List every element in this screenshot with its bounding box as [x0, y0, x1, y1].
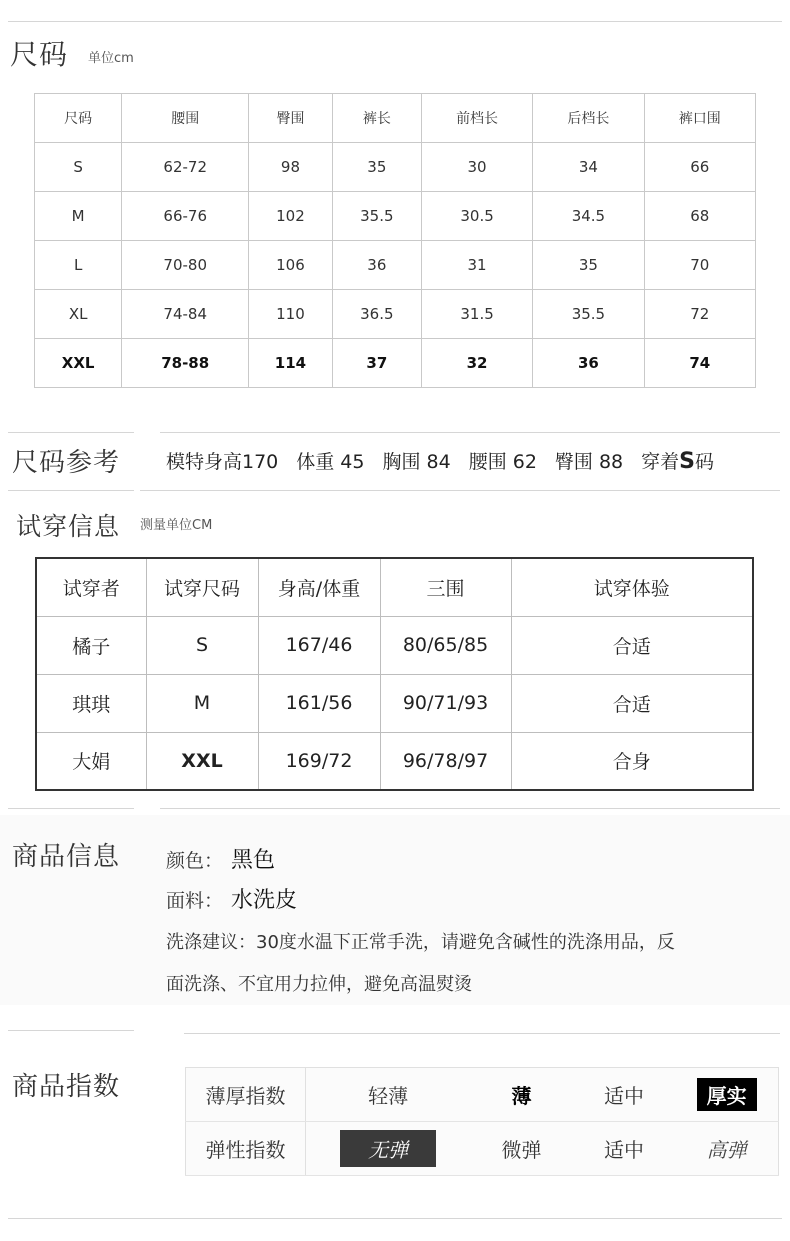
table-header-row — [36, 558, 753, 616]
thickness-option-selected: 厚实 — [697, 1078, 757, 1111]
table-header-cell: 前档长 — [421, 94, 532, 143]
table-header-row — [35, 94, 756, 143]
option-cell — [470, 1068, 572, 1122]
table-cell: 30 — [421, 143, 532, 192]
product-info-title: 商品信息 — [12, 842, 121, 872]
table-header-cell: 裤口围 — [644, 94, 755, 143]
table-header-cell: 腰围 — [122, 94, 249, 143]
table-row — [35, 192, 756, 241]
table-cell: 34 — [533, 143, 644, 192]
fabric-line — [166, 883, 297, 914]
table-row — [35, 290, 756, 339]
table-cell: 74 — [644, 339, 755, 388]
table-cell: 169/72 — [258, 732, 380, 790]
try-section-title: 试穿信息 — [16, 512, 121, 541]
divider — [8, 1030, 134, 1031]
thickness-option: 适中 — [603, 1084, 644, 1108]
divider — [160, 432, 780, 433]
table-cell: 36 — [332, 241, 421, 290]
table-row — [36, 674, 753, 732]
option-cell — [306, 1122, 471, 1176]
table-cell: 35 — [533, 241, 644, 290]
product-index-table — [185, 1067, 779, 1176]
wash-instructions — [166, 922, 756, 1006]
option-cell — [675, 1122, 778, 1176]
table-cell: 70-80 — [122, 241, 249, 290]
fabric-label: 面料： — [166, 890, 224, 912]
table-cell: 98 — [249, 143, 333, 192]
divider — [140, 490, 780, 491]
table-cell: S — [146, 616, 258, 674]
table-cell: 36 — [533, 339, 644, 388]
table-cell: 34.5 — [533, 192, 644, 241]
table-row — [35, 241, 756, 290]
divider — [8, 490, 134, 491]
table-cell: XXL — [146, 732, 258, 790]
table-cell: 96/78/97 — [380, 732, 511, 790]
option-cell — [573, 1122, 675, 1176]
option-cell — [675, 1068, 778, 1122]
option-cell — [470, 1122, 572, 1176]
model-hip: 臀围 88 — [554, 451, 624, 473]
table-cell: 90/71/93 — [380, 674, 511, 732]
table-cell: 36.5 — [332, 290, 421, 339]
table-cell: 106 — [249, 241, 333, 290]
fabric-value: 水洗皮 — [231, 888, 298, 913]
divider — [184, 1033, 780, 1034]
size-ref-line — [166, 447, 714, 474]
table-cell: 68 — [644, 192, 755, 241]
table-cell: L — [35, 241, 122, 290]
color-line — [166, 843, 275, 874]
elasticity-option: 高弹 — [706, 1138, 747, 1162]
table-row — [36, 732, 753, 790]
table-cell: 35 — [332, 143, 421, 192]
table-cell: 合适 — [511, 616, 753, 674]
table-header-cell: 三围 — [380, 558, 511, 616]
wear-prefix: 穿着 — [641, 451, 680, 473]
table-cell: 72 — [644, 290, 755, 339]
wear-size: S — [679, 449, 696, 474]
thickness-row — [186, 1068, 779, 1122]
table-cell: 31.5 — [421, 290, 532, 339]
thickness-option: 轻薄 — [368, 1084, 409, 1108]
option-cell — [306, 1068, 471, 1122]
table-cell: 橘子 — [36, 616, 146, 674]
table-cell: 合身 — [511, 732, 753, 790]
table-cell: 琪琪 — [36, 674, 146, 732]
table-header-cell: 试穿尺码 — [146, 558, 258, 616]
elasticity-row — [186, 1122, 779, 1176]
table-cell: 70 — [644, 241, 755, 290]
wear-suffix: 码 — [695, 451, 715, 473]
table-cell: 80/65/85 — [380, 616, 511, 674]
table-header-cell: 试穿体验 — [511, 558, 753, 616]
elasticity-option: 适中 — [603, 1138, 644, 1162]
table-cell: 167/46 — [258, 616, 380, 674]
table-cell: 62-72 — [122, 143, 249, 192]
table-cell: 74-84 — [122, 290, 249, 339]
divider — [160, 808, 780, 809]
table-cell: 161/56 — [258, 674, 380, 732]
table-cell: 110 — [249, 290, 333, 339]
table-cell: 102 — [249, 192, 333, 241]
table-cell: M — [35, 192, 122, 241]
table-header-cell: 臀围 — [249, 94, 333, 143]
table-cell: 35.5 — [533, 290, 644, 339]
try-section-unit: 测量单位CM — [140, 518, 213, 533]
color-value: 黑色 — [231, 848, 276, 873]
elasticity-label: 弹性指数 — [186, 1122, 306, 1176]
table-cell: 31 — [421, 241, 532, 290]
model-waist: 腰围 62 — [468, 451, 537, 473]
table-cell: 66 — [644, 143, 755, 192]
table-header-cell: 裤长 — [332, 94, 421, 143]
model-height: 模特身高170 — [166, 451, 279, 473]
elasticity-option-selected: 无弹 — [340, 1130, 436, 1167]
model-weight: 体重 45 — [296, 451, 365, 473]
table-cell: S — [35, 143, 122, 192]
table-row — [35, 339, 756, 388]
table-cell: 114 — [249, 339, 333, 388]
table-cell: 大娟 — [36, 732, 146, 790]
size-table — [34, 93, 756, 388]
table-cell: 35.5 — [332, 192, 421, 241]
color-label: 颜色： — [166, 850, 224, 872]
table-header-cell: 后档长 — [533, 94, 644, 143]
table-row — [35, 143, 756, 192]
wash-line-2: 面洗涤、不宜用力拉伸，避免高温熨烫 — [166, 974, 472, 995]
table-header-cell: 身高/体重 — [258, 558, 380, 616]
table-header-cell: 尺码 — [35, 94, 122, 143]
bottom-divider — [8, 1218, 782, 1219]
elasticity-option: 微弹 — [501, 1138, 542, 1162]
divider — [8, 808, 134, 809]
top-divider — [8, 21, 782, 22]
table-row — [36, 616, 753, 674]
product-index-title: 商品指数 — [12, 1072, 121, 1102]
wash-line-1: 洗涤建议：30度水温下正常手洗，请避免含碱性的洗涤用品，反 — [166, 932, 675, 953]
table-cell: 78-88 — [122, 339, 249, 388]
size-ref-title: 尺码参考 — [12, 448, 121, 478]
model-bust: 胸围 84 — [382, 451, 451, 473]
size-section-title: 尺码 — [10, 38, 69, 71]
table-cell: 30.5 — [421, 192, 532, 241]
option-cell — [573, 1068, 675, 1122]
table-cell: XL — [35, 290, 122, 339]
table-cell: M — [146, 674, 258, 732]
table-cell: 32 — [421, 339, 532, 388]
table-cell: 合适 — [511, 674, 753, 732]
thickness-option: 薄 — [511, 1084, 532, 1108]
table-cell: XXL — [35, 339, 122, 388]
table-cell: 66-76 — [122, 192, 249, 241]
try-on-table — [35, 557, 754, 791]
divider — [8, 432, 134, 433]
thickness-label: 薄厚指数 — [186, 1068, 306, 1122]
table-header-cell: 试穿者 — [36, 558, 146, 616]
size-section-unit: 单位cm — [88, 51, 134, 66]
table-cell: 37 — [332, 339, 421, 388]
